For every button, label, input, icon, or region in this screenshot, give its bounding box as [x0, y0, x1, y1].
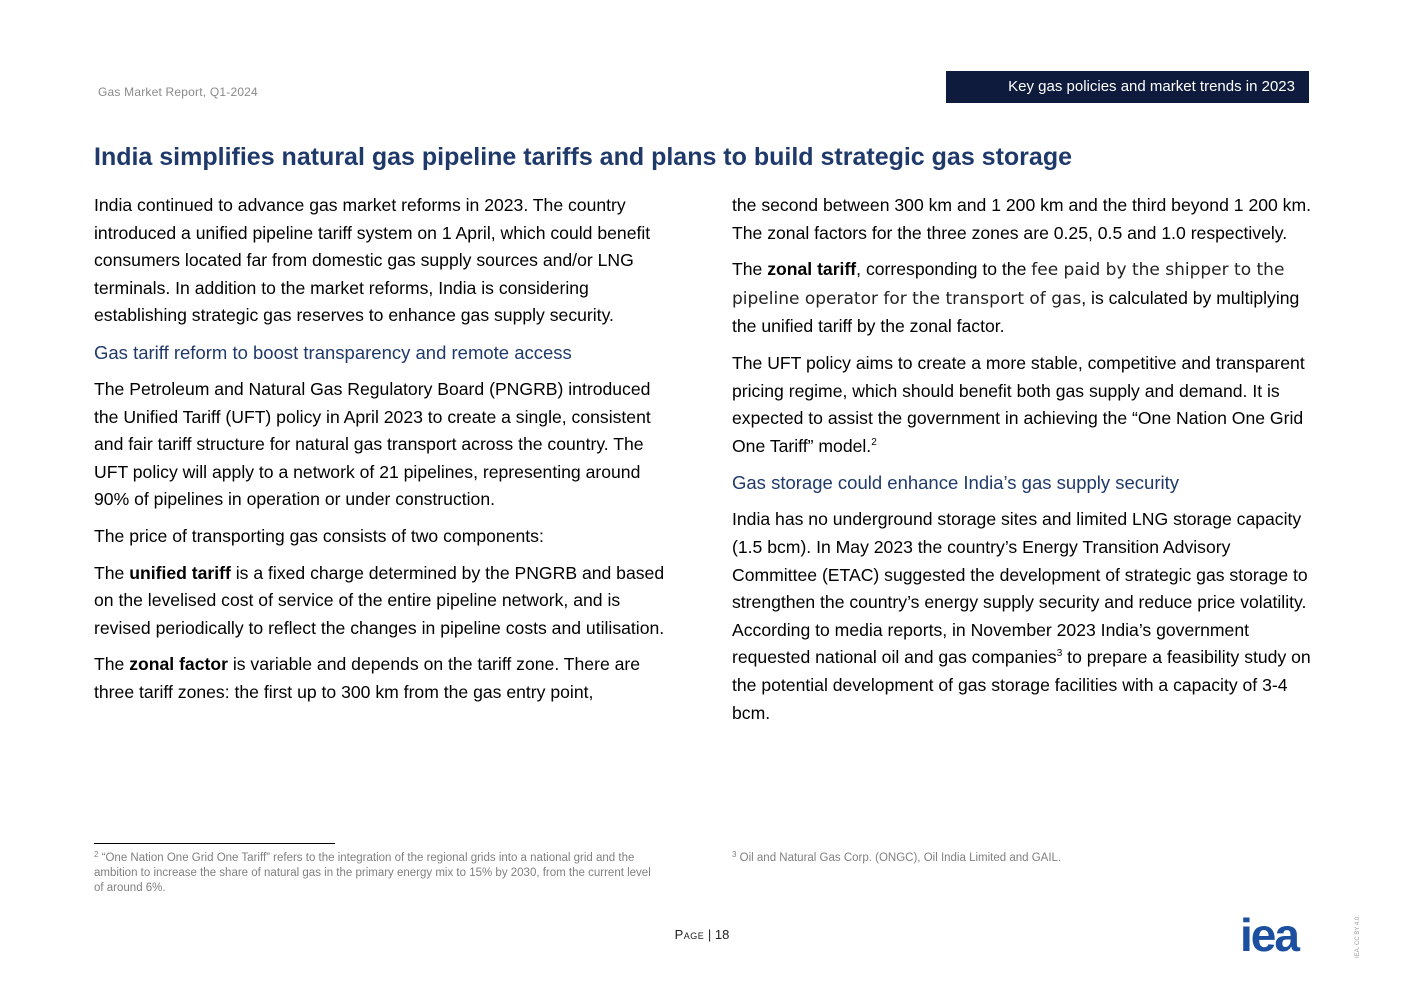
zonal-tariff-term: zonal tariff: [767, 259, 857, 280]
footnote-text: “One Nation One Grid One Tariff” refers to the integration of the regional grids into a national grid and the ambition to increase the share of natural gas in the primary energy mix to 15% by 2030, from the current level of around 6%.: [94, 852, 651, 894]
license-note: [1352, 890, 1366, 960]
left-column: [94, 192, 674, 716]
right-column: [732, 192, 1312, 736]
page-word: Page: [674, 927, 705, 942]
footnote-3: [732, 851, 1292, 866]
storage-paragraph: [732, 506, 1312, 727]
unified-tariff-paragraph: [94, 560, 674, 643]
pngrb-paragraph: The Petroleum and Natural Gas Regulatory Board (PNGRB) introduced the Unified Tariff (UFT) policy in April 2023 to create a single, consistent and fair tariff structure for natural gas transport across the country. The UFT policy will apply to a network of 21 pipelines, representing around 90% of pipelines in operation or under construction.: [94, 378, 651, 510]
text-fragment: , corresponding to the: [856, 259, 1032, 280]
section-tab: Key gas policies and market trends in 2023: [946, 71, 1309, 103]
uft-aim-paragraph: [732, 350, 1312, 460]
report-label: Gas Market Report, Q1-2024: [98, 85, 258, 99]
intro-paragraph: India continued to advance gas market reforms in 2023. The country introduced a unified pipeline tariff system on 1 April, which could benefit consumers located far from domestic gas supply sources and/or LNG terminals. In addition to the market reforms, India is considering establishing strategic gas reserves to enhance gas supply security.: [94, 195, 651, 326]
zonal-tariff-paragraph: [732, 256, 1312, 341]
text-fragment: is variable and depends on the tariff zone. There are three tariff zones: the first up to 300 km from the gas entry point,: [94, 654, 641, 702]
footnote-2: [94, 851, 654, 896]
zonal-tariff-definition: fee paid by the shipper to the pipeline operator for the transport of gas: [732, 260, 1285, 309]
storage-heading: Gas storage could enhance India’s gas supply security: [732, 472, 1180, 494]
logo-text: iea: [1240, 913, 1298, 955]
page-number: [660, 927, 744, 942]
page-number-value: 18: [714, 927, 730, 942]
text-fragment: is a fixed charge determined by the PNGRB and based on the levelised cost of service of the entire pipeline network, and is revised periodically to reflect the changes in pipeline costs and utilisation.: [94, 562, 665, 638]
tariff-heading: Gas tariff reform to boost transparency and remote access: [94, 341, 572, 363]
footnote-mark: 2: [94, 850, 99, 859]
text-fragment: The UFT policy aims to create a more stable, competitive and transparent pricing regime, which should benefit both gas supply and demand. It is expected to assist the government in achieving the “One Nation One Grid One Tariff” model.: [732, 352, 1305, 456]
text-fragment: , is calculated by multiplying the unified tariff by the zonal factor.: [732, 287, 1300, 337]
footnote-ref-3[interactable]: 3: [1056, 648, 1063, 660]
page-title: India simplifies natural gas pipeline tariffs and plans to build strategic gas storage: [94, 143, 1072, 171]
text-fragment: India has no underground storage sites and limited LNG storage capacity (1.5 bcm). In May 2023 the country’s Energy Transition Advisory Committee (ETAC) suggested the development of strategic gas storage to strengthen the country’s energy supply security and reduce price volatility. According to media reports, in November 2023 India’s government requested national oil and gas companies: [732, 509, 1308, 668]
footnote-divider: [94, 843, 335, 844]
license-text: IEA. CC BY 4.0.: [1355, 915, 1361, 958]
footnote-text: Oil and Natural Gas Corp. (ONGC), Oil India Limited and GAIL.: [736, 852, 1062, 864]
unified-tariff-term: unified tariff: [129, 562, 231, 583]
text-fragment: The: [732, 259, 768, 280]
price-paragraph: The price of transporting gas consists of two components:: [94, 525, 544, 546]
iea-logo: [1228, 913, 1310, 955]
text-fragment: The: [94, 562, 130, 583]
zonal-factor-paragraph: [94, 651, 674, 706]
footnote-ref-2[interactable]: 2: [871, 436, 877, 448]
page-separator: |: [704, 927, 715, 942]
footnote-mark: 3: [732, 850, 737, 859]
text-fragment: to prepare a feasibility study on the potential development of gas storage facilities with a capacity of 3-4 bcm.: [732, 647, 1311, 723]
text-fragment: The: [94, 654, 130, 675]
zonal-factor-term: zonal factor: [129, 654, 228, 675]
zones-paragraph: the second between 300 km and 1 200 km and the third beyond 1 200 km. The zonal factors for the three zones are 0.25, 0.5 and 1.0 respectively.: [732, 195, 1312, 243]
